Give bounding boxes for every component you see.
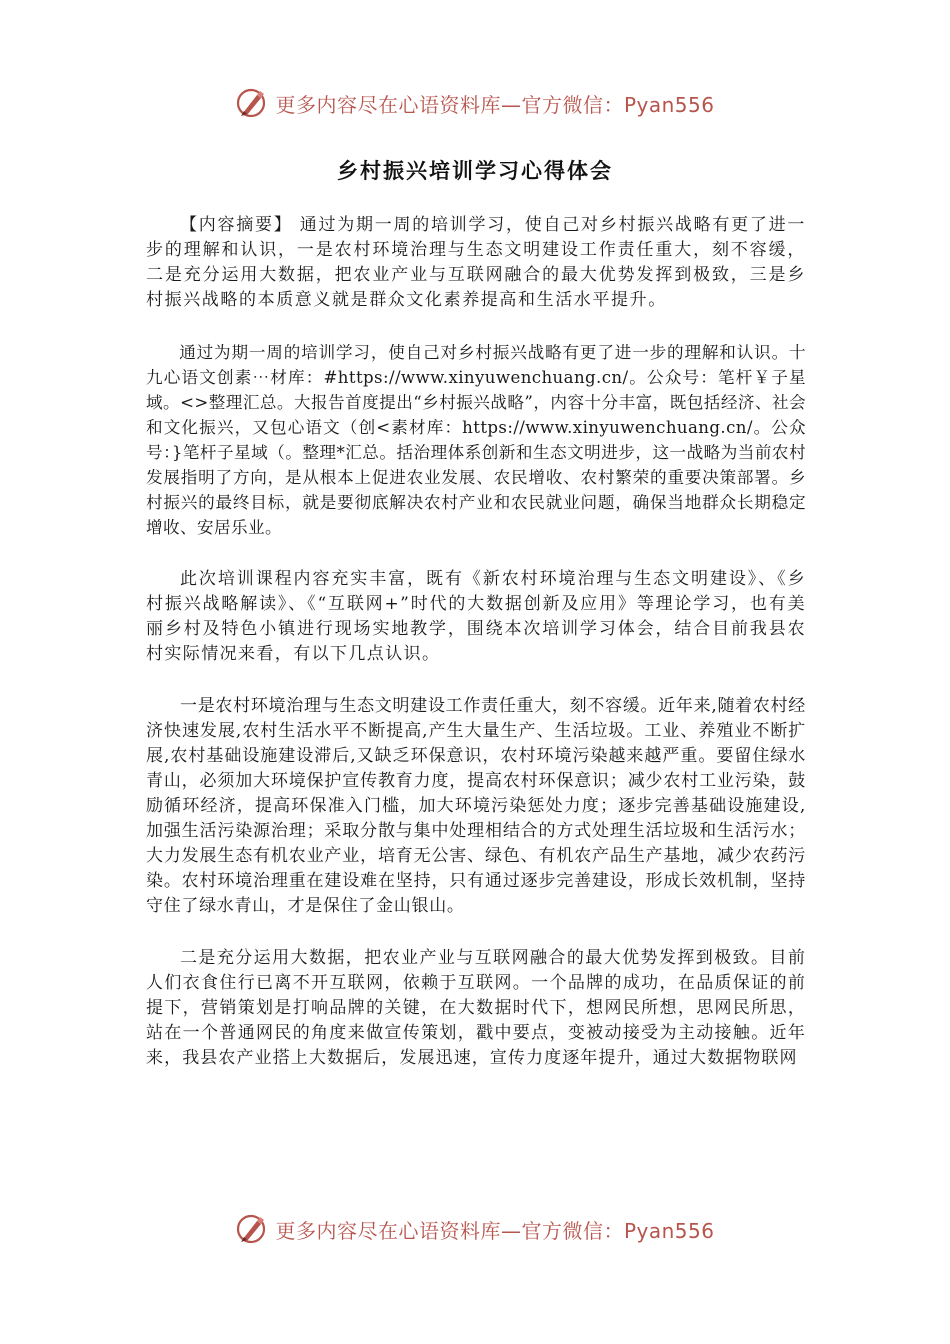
document-title: 乡村振兴培训学习心得体会: [337, 159, 613, 183]
body-paragraph: 此次培训课程内容充实丰富，既有《新农村环境治理与生态文明建设》、《乡村振兴战略解读》、《“互联网+”时代的大数据创新及应用》等理论学习，也有美丽乡村及特色小镇进行现场实地教学，围绕本次培训学习体会，结合目前我县农村实际情况来看，有以下几点认识。: [146, 569, 806, 664]
body-paragraph: 通过为期一周的培训学习，使自己对乡村振兴战略有更了进一步的理解和认识。十九心语文创素⋯材库：#https://www.xinyuwenchuang.cn/。公众号：笔杆￥子星域。<>整理汇总。大报告首度提出“乡村振兴战略”，内容十分丰富，既包括经济、社会和文化振兴，又包心语文（创<素材库：https://www.xinyuwenchuang.cn/。公众号：}笔杆子星域（。整理*汇总。括治理体系创新和生态文明进步，这一战略为当前农村发展指明了方向，是从根本上促进农业发展、农民增收、农村繁荣的重要决策部署。乡村振兴的最终目标，就是要彻底解决农村产业和农民就业问题，确保当地群众长期稳定增收、安居乐业。: [146, 343, 806, 537]
pen-logo-icon: [235, 1212, 269, 1246]
banner-text: 更多内容尽在心语资料库—官方微信：Pyan556: [275, 92, 715, 117]
header-banner: [0, 83, 950, 123]
document-body: [146, 213, 806, 1071]
footer-banner: [0, 1209, 950, 1249]
abstract-paragraph: 【内容摘要】 通过为期一周的培训学习，使自己对乡村振兴战略有更了进一步的理解和认识，一是农村环境治理与生态文明建设工作责任重大，刻不容缓，二是充分运用大数据，把农业产业与互联网融合的最大优势发挥到极致，三是乡村振兴战略的本质意义就是群众文化素养提高和生活水平提升。: [146, 215, 806, 310]
pen-logo-icon: [235, 86, 269, 120]
body-paragraph: 二是充分运用大数据，把农业产业与互联网融合的最大优势发挥到极致。目前人们衣食住行已离不开互联网，依赖于互联网。一个品牌的成功，在品质保证的前提下，营销策划是打响品牌的关键，在大数据时代下，想网民所想，思网民所思，站在一个普通网民的角度来做宣传策划，戳中要点，变被动接受为主动接触。近年来，我县农产业搭上大数据后，发展迅速，宣传力度逐年提升，通过大数据物联网: [146, 948, 806, 1068]
body-paragraph: 一是农村环境治理与生态文明建设工作责任重大，刻不容缓。近年来,随着农村经济快速发展,农村生活水平不断提高,产生大量生产、生活垃圾。工业、养殖业不断扩展,农村基础设施建设滞后,又缺乏环保意识，农村环境污染越来越严重。要留住绿水青山，必须加大环境保护宣传教育力度，提高农村环保意识；减少农村工业污染，鼓励循环经济，提高环保准入门槛，加大环境污染惩处力度；逐步完善基础设施建设,加强生活污染源治理；采取分散与集中处理相结合的方式处理生活垃圾和生活污水；大力发展生态有机农业产业，培育无公害、绿色、有机农产品生产基地，减少农药污染。农村环境治理重在建设难在坚持，只有通过逐步完善建设，形成长效机制，坚持守住了绿水青山，才是保住了金山银山。: [146, 696, 806, 916]
banner-text: 更多内容尽在心语资料库—官方微信：Pyan556: [275, 1218, 715, 1243]
